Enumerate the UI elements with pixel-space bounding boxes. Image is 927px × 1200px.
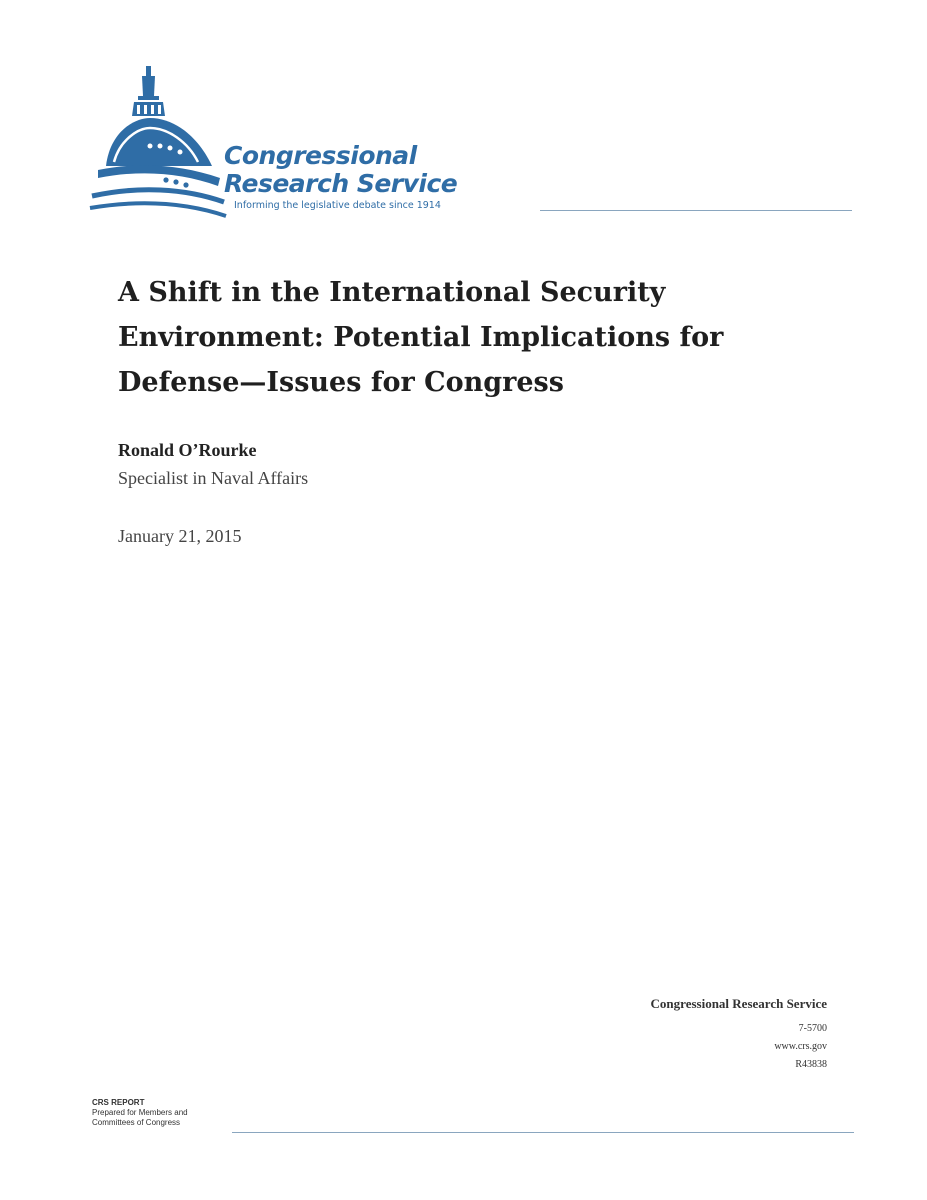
crs-report-line2: Committees of Congress	[92, 1118, 181, 1127]
capitol-dome-icon	[88, 62, 228, 220]
author-title: Specialist in Naval Affairs	[118, 468, 309, 488]
contact-website: www.crs.gov	[774, 1041, 827, 1052]
contact-phone: 7-5700	[798, 1023, 827, 1034]
contact-organization: Congressional Research Service	[650, 996, 827, 1011]
crs-report-block	[92, 1098, 188, 1128]
contact-block	[651, 996, 827, 1074]
header-divider	[540, 210, 852, 211]
organization-name	[224, 142, 457, 198]
organization-name-line2: Research Service	[224, 169, 458, 198]
document-title: A Shift in the International Security Environment: Potential Implications for Defense—Issues for Congress	[118, 277, 724, 398]
crs-report-label: CRS REPORT	[92, 1098, 145, 1107]
footer-divider	[232, 1132, 854, 1133]
author-name: Ronald O’Rourke	[118, 440, 257, 460]
organization-name-line1: Congressional	[224, 141, 417, 170]
publication-date: January 21, 2015	[118, 526, 242, 546]
crs-report-line1: Prepared for Members and	[92, 1108, 188, 1117]
tagline: Informing the legislative debate since 1914	[234, 200, 441, 211]
report-number: R43838	[795, 1059, 827, 1070]
